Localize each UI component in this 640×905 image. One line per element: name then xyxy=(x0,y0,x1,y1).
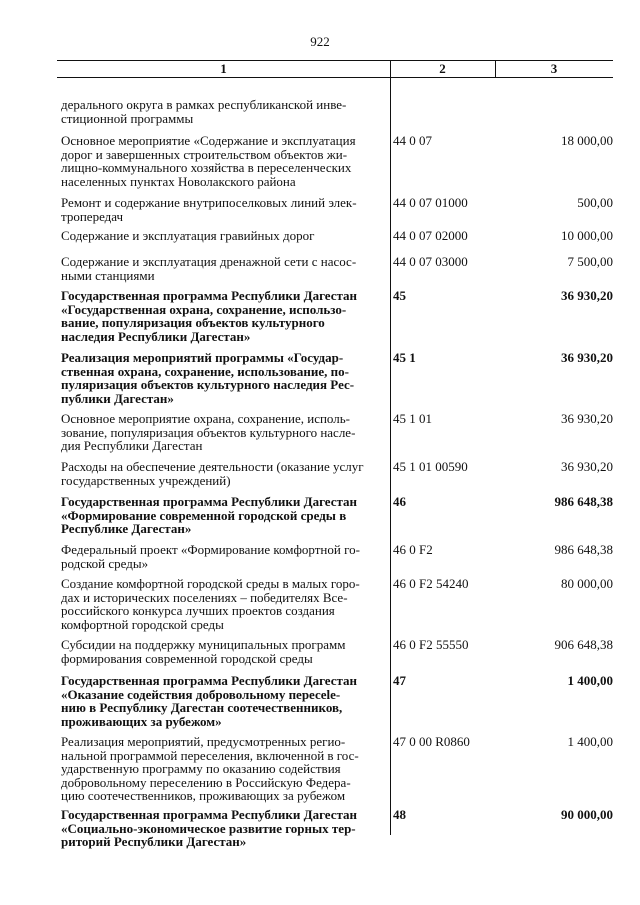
row-description: Расходы на обеспечение деятельности (оказание услуг государственных учреждений) xyxy=(61,459,364,488)
row-code: 44 0 07 xyxy=(393,133,432,148)
row-description: Ремонт и содержание внутрипоселковых линий элек- тропередач xyxy=(61,195,357,224)
row-amount: 906 648,38 xyxy=(554,637,613,652)
row-code: 45 1 01 xyxy=(393,411,432,426)
row-code: 45 1 xyxy=(393,350,416,365)
budget-table xyxy=(57,60,613,850)
row-description: Основное мероприятие охрана, сохранение, исполь- зование, популяризация объектов культурного насле- дия Республики Дагестан xyxy=(61,411,356,454)
row-description: Содержание и эксплуатация дренажной сети с насос- ными станциями xyxy=(61,254,357,283)
table-row xyxy=(57,495,613,536)
column-header-2: 2 xyxy=(439,61,446,76)
row-amount: 36 930,20 xyxy=(561,459,613,474)
row-amount: 36 930,20 xyxy=(561,288,613,303)
row-amount: 36 930,20 xyxy=(561,411,613,426)
table-row xyxy=(57,638,613,665)
table-row xyxy=(57,196,613,223)
table-row xyxy=(57,735,613,803)
page-number: 922 xyxy=(310,34,330,49)
row-description: Государственная программа Республики Дагестан «Формирование современной городской среды в Республике Дагестан» xyxy=(61,494,358,537)
table-row xyxy=(57,255,613,282)
row-description: Субсидии на поддержку муниципальных программ формирования современной городской среды xyxy=(61,637,346,666)
row-code: 47 xyxy=(393,673,406,688)
row-code: 44 0 07 03000 xyxy=(393,254,468,269)
column-header-3: 3 xyxy=(550,61,558,76)
table-row xyxy=(57,460,613,487)
row-amount: 10 000,00 xyxy=(561,228,613,243)
row-code: 44 0 07 01000 xyxy=(393,195,468,210)
row-description: Реализация мероприятий, предусмотренных регио- нальной программой переселения, включенной в гос- ударственную программу по оказанию содействия добровольному переселению в Российскую Федера- цию соотечественников, проживающих за рубежом xyxy=(61,734,359,804)
row-description: Государственная программа Республики Дагестан «Оказание содействия добровольному пересele- нию в Республику Дагестан соотечественников, проживающих за рубежом» xyxy=(61,673,358,729)
row-description: Государственная программа Республики Дагестан «Социально-экономическое развитие горных тер- риторий Республики Дагестан» xyxy=(61,807,358,850)
table-row xyxy=(57,808,613,849)
row-description: Реализация мероприятий программы «Государ- ственная охрана, сохранение, использование, по- пуляризация объектов культурного наследия Рес- публики Дагестан» xyxy=(61,350,355,406)
row-amount: 500,00 xyxy=(577,195,613,210)
table-row xyxy=(57,229,613,243)
table-row xyxy=(57,351,613,405)
table-row xyxy=(57,577,613,631)
row-amount: 986 648,38 xyxy=(554,542,613,557)
row-description: Федеральный проект «Формирование комфортной го- родской среды» xyxy=(61,542,360,571)
row-amount: 80 000,00 xyxy=(561,576,613,591)
row-code xyxy=(390,98,498,125)
row-code: 47 0 00 R0860 xyxy=(393,734,470,749)
row-code: 46 0 F2 55550 xyxy=(393,637,469,652)
row-amount: 90 000,00 xyxy=(561,807,613,822)
table-row xyxy=(57,674,613,728)
table-row xyxy=(57,543,613,570)
table-row xyxy=(57,98,613,125)
row-amount: 18 000,00 xyxy=(561,133,613,148)
row-amount: 7 500,00 xyxy=(567,254,613,269)
row-description: Создание комфортной городской среды в малых горо- дах и исторических поселениях – победителях Все- российского конкурса лучших проектов создания комфортной городской среды xyxy=(61,576,360,632)
table-row xyxy=(57,289,613,343)
row-code: 45 xyxy=(393,288,406,303)
row-amount: 1 400,00 xyxy=(567,734,613,749)
row-description: Содержание и эксплуатация гравийных дорог xyxy=(61,228,315,243)
row-amount: 986 648,38 xyxy=(554,494,613,509)
row-description: дерального округа в рамках республиканской инве- стиционной программы xyxy=(61,97,347,126)
table-row xyxy=(57,134,613,188)
row-code: 45 1 01 00590 xyxy=(393,459,468,474)
row-amount: 36 930,20 xyxy=(561,350,613,365)
row-code: 48 xyxy=(393,807,406,822)
row-code: 46 0 F2 xyxy=(393,542,433,557)
column-header-1: 1 xyxy=(220,61,227,76)
row-description: Государственная программа Республики Дагестан «Государственная охрана, сохранение, использо- вание, популяризация объектов культурного наследия Республики Дагестан» xyxy=(61,288,358,344)
column-divider-2 xyxy=(495,60,496,78)
row-description: Основное мероприятие «Содержание и эксплуатация дорог и завершенных строительством объектов жи- лищно-коммунального хозяйства в переселенческих населенных пунктах Новолакского района xyxy=(61,133,356,189)
row-code: 46 xyxy=(393,494,406,509)
row-code: 46 0 F2 54240 xyxy=(393,576,469,591)
table-header xyxy=(57,60,613,78)
row-code: 44 0 07 02000 xyxy=(393,228,468,243)
row-amount: 1 400,00 xyxy=(567,673,613,688)
row-amount xyxy=(498,98,613,125)
table-row xyxy=(57,412,613,453)
